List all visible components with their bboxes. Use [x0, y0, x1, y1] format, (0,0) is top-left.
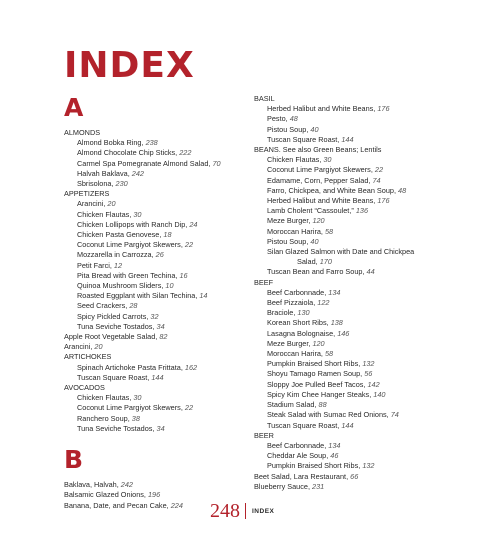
- entry-text: Tuscan Square Roast,: [267, 134, 342, 144]
- index-subentry: [254, 308, 459, 318]
- index-subentry: [254, 206, 459, 216]
- index-subentry: [64, 169, 246, 179]
- entry-page: 176: [377, 104, 390, 114]
- index-subentry: [254, 237, 459, 247]
- entry-text: APPETIZERS: [64, 189, 110, 199]
- entry-page: 230: [115, 179, 128, 189]
- entry-text: Roasted Eggplant with Silan Techina,: [77, 291, 200, 301]
- entry-page: 28: [129, 301, 138, 311]
- entry-page: 16: [179, 270, 188, 280]
- entry-page: 242: [120, 480, 133, 490]
- entry-page: 44: [366, 267, 375, 277]
- section-letter-a: A: [64, 93, 84, 122]
- entry-page: 224: [170, 500, 183, 510]
- entry-text: Carmel Spa Pomegranate Almond Salad,: [77, 158, 213, 168]
- index-subentry: [254, 114, 459, 124]
- entry-page: 132: [362, 359, 375, 369]
- index-entry: [64, 189, 246, 199]
- entry-text: BEEF: [254, 277, 274, 287]
- index-subentry: [64, 230, 246, 240]
- entry-page: 30: [323, 155, 332, 165]
- index-subentry: [254, 186, 459, 196]
- entry-page: 26: [155, 250, 164, 260]
- entry-page: 38: [131, 413, 140, 423]
- entry-text: Banana, Date, and Pecan Cake,: [64, 500, 171, 510]
- entry-page: 122: [317, 298, 330, 308]
- index-subentry: [254, 369, 459, 379]
- entry-page: 74: [390, 410, 399, 420]
- index-subentry: [64, 271, 246, 281]
- entry-text: Meze Burger,: [267, 216, 313, 226]
- entry-text: Almond Chocolate Chip Sticks,: [77, 148, 180, 158]
- entry-page: 22: [184, 240, 194, 250]
- footer-section-name: INDEX: [252, 507, 275, 515]
- entry-text: Arancini,: [64, 342, 95, 352]
- entry-text: Apple Root Vegetable Salad,: [64, 332, 160, 342]
- entry-text: ALMONDS: [64, 128, 101, 137]
- index-subentry: [254, 196, 459, 206]
- index-subentry: [254, 176, 459, 186]
- entry-page: 58: [325, 349, 334, 359]
- index-subentry: [254, 359, 459, 369]
- index-entry: [64, 490, 246, 500]
- entry-text: Blueberry Sauce,: [254, 481, 313, 491]
- index-subentry: [64, 179, 246, 189]
- index-subentry: [64, 240, 246, 250]
- index-subentry: [64, 373, 246, 383]
- entry-page: 18: [163, 230, 172, 240]
- entry-page: 24: [189, 219, 198, 229]
- entry-page: 12: [113, 260, 123, 270]
- index-subentry: [64, 281, 246, 291]
- index-entry: [254, 145, 459, 155]
- entry-page: 22: [184, 403, 194, 413]
- entry-text: Stadium Salad,: [267, 400, 319, 410]
- index-subentry: [254, 410, 459, 420]
- index-subentry: [254, 288, 459, 298]
- entry-text: Beef Carbonnade,: [267, 440, 329, 450]
- entry-text: BEANS. See also Green Beans; Lentils: [254, 145, 382, 155]
- index-subentry: [64, 291, 246, 301]
- index-subentry: [254, 349, 459, 359]
- entry-page: 120: [312, 338, 325, 348]
- entry-page: 238: [145, 138, 158, 148]
- index-subentry: [254, 421, 459, 431]
- entry-page: 136: [355, 206, 369, 216]
- entry-page: 10: [165, 281, 174, 291]
- index-entry: [64, 128, 246, 138]
- index-subentry: [254, 380, 459, 390]
- entry-text: ARTICHOKES: [64, 352, 112, 362]
- entry-text: AVOCADOS: [64, 383, 105, 393]
- entry-page: 144: [341, 134, 354, 144]
- section-letter-b: B: [64, 445, 84, 475]
- entry-text: Mozzarella in Carrozza,: [77, 250, 156, 260]
- entry-page: 34: [156, 321, 165, 331]
- index-subentry: [64, 393, 246, 403]
- entry-text: Herbed Halibut and White Beans,: [267, 104, 378, 114]
- entry-text: Pita Bread with Green Techina,: [77, 270, 180, 280]
- entry-page: 88: [318, 400, 327, 410]
- entry-page: 162: [184, 362, 198, 372]
- entry-page: 58: [325, 226, 334, 236]
- entry-text: Chicken Flautas,: [267, 155, 324, 165]
- index-subentry: [64, 414, 246, 424]
- index-subentry: [64, 210, 246, 220]
- index-subentry: [254, 247, 459, 257]
- entry-text: Pesto,: [267, 114, 290, 124]
- entry-text: Tuscan Bean and Farro Soup,: [267, 267, 367, 277]
- index-subentry: [254, 125, 459, 135]
- index-subentry: [254, 339, 459, 349]
- entry-text: Lasagna Bolognaise,: [267, 328, 338, 338]
- index-subentry: [64, 159, 246, 169]
- index-subentry: [64, 261, 246, 271]
- index-entry: [254, 94, 459, 104]
- index-subentry: [64, 322, 246, 332]
- entry-text: Shoyu Tamago Ramen Soup,: [267, 369, 365, 379]
- entry-page: 30: [133, 393, 142, 403]
- entry-text: Almond Bobka Ring,: [77, 138, 146, 148]
- entry-page: 176: [377, 196, 390, 206]
- entry-text: Beet Salad, Lara Restaurant,: [254, 471, 351, 481]
- index-subentry: [254, 165, 459, 175]
- index-subentry: [254, 390, 459, 400]
- index-column-right: [254, 94, 459, 492]
- page-title: INDEX: [64, 45, 195, 86]
- page-footer: [210, 501, 274, 521]
- entry-page: 142: [367, 379, 380, 389]
- entry-text: Beef Carbonnade,: [267, 287, 329, 297]
- index-subentry: [64, 138, 246, 148]
- entry-page: 34: [156, 423, 165, 433]
- entry-text: Silan Glazed Salmon with Date and Chickpea: [267, 247, 415, 257]
- entry-text: Steak Salad with Sumac Red Onions,: [267, 410, 391, 420]
- index-entry: [64, 480, 246, 490]
- entry-text: BASIL: [254, 94, 275, 103]
- entry-page: 231: [312, 481, 325, 491]
- entry-text: Beef Pizzaiola,: [267, 298, 318, 308]
- entry-text: Moroccan Harira,: [267, 349, 325, 359]
- index-entry: [254, 482, 459, 492]
- index-subentry: [254, 461, 459, 471]
- entry-page: 120: [312, 216, 325, 226]
- index-subentry: [254, 104, 459, 114]
- entry-page: 82: [159, 332, 168, 342]
- entry-text: Tuscan Square Roast,: [77, 372, 152, 382]
- entry-text: Korean Short Ribs,: [267, 318, 331, 328]
- entry-page: 140: [373, 389, 386, 399]
- entry-text: Pumpkin Braised Short Ribs,: [267, 461, 363, 471]
- index-subentry: [64, 312, 246, 322]
- entry-text: Petit Farci,: [77, 260, 114, 270]
- entry-text: Pistou Soup,: [267, 236, 311, 246]
- entry-text: Salad,: [297, 257, 320, 267]
- entry-page: 66: [350, 471, 359, 481]
- index-subentry: [254, 257, 459, 267]
- index-entry: [254, 278, 459, 288]
- index-entry: [64, 352, 246, 362]
- entry-page: 242: [131, 168, 144, 178]
- index-subentry: [254, 135, 459, 145]
- entry-page: 20: [107, 199, 116, 209]
- entry-text: Braciole,: [267, 308, 298, 318]
- entry-page: 56: [364, 369, 373, 379]
- entry-page: 138: [330, 318, 343, 328]
- index-subentry: [64, 199, 246, 209]
- entry-page: 196: [147, 490, 161, 500]
- entry-page: 48: [289, 114, 298, 124]
- entry-page: 134: [328, 440, 341, 450]
- entry-text: Tuscan Square Roast,: [267, 420, 342, 430]
- entry-text: Meze Burger,: [267, 338, 313, 348]
- index-entry: [64, 383, 246, 393]
- index-column-left: [64, 94, 246, 511]
- index-subentry: [64, 424, 246, 434]
- index-subentry: [64, 220, 246, 230]
- entry-text: Quinoa Mushroom Sliders,: [77, 281, 166, 291]
- entry-page: 222: [179, 148, 192, 158]
- entry-text: Pumpkin Braised Short Ribs,: [267, 359, 363, 369]
- entry-text: Farro, Chickpea, and White Bean Soup,: [267, 185, 399, 195]
- page-number: 248: [210, 500, 240, 522]
- index-entry: [254, 431, 459, 441]
- entry-page: 170: [319, 257, 332, 267]
- footer-divider: [245, 503, 246, 519]
- index-subentry: [254, 227, 459, 237]
- entry-text: Coconut Lime Pargiyot Skewers,: [77, 240, 185, 250]
- index-subentry: [254, 329, 459, 339]
- entry-text: Chicken Flautas,: [77, 209, 134, 219]
- entry-page: 14: [199, 291, 208, 301]
- entry-text: Tuna Seviche Tostados,: [77, 423, 157, 433]
- index-subentry: [64, 148, 246, 158]
- index-subentry: [254, 400, 459, 410]
- entry-text: Seed Crackers,: [77, 301, 130, 311]
- index-list-a: [64, 128, 246, 434]
- entry-page: 32: [150, 311, 159, 321]
- index-subentry: [254, 298, 459, 308]
- entry-text: Cheddar Ale Soup,: [267, 451, 331, 461]
- index-subentry: [64, 250, 246, 260]
- entry-page: 74: [372, 175, 381, 185]
- entry-text: Herbed Halibut and White Beans,: [267, 196, 378, 206]
- entry-text: Coconut Lime Pargiyot Skewers,: [77, 403, 185, 413]
- index-subentry: [64, 363, 246, 373]
- index-entry: [64, 332, 246, 342]
- entry-page: 144: [151, 372, 164, 382]
- entry-text: Arancini,: [77, 199, 108, 209]
- entry-text: Chicken Pasta Genovese,: [77, 230, 164, 240]
- entry-text: Chicken Flautas,: [77, 393, 134, 403]
- entry-page: 22: [374, 165, 384, 175]
- entry-text: BEER: [254, 430, 274, 440]
- index-list-right: [254, 94, 459, 492]
- entry-page: 48: [398, 185, 407, 195]
- entry-page: 20: [94, 342, 103, 352]
- entry-text: Moroccan Harira,: [267, 226, 325, 236]
- entry-text: Spicy Pickled Carrots,: [77, 311, 151, 321]
- entry-page: 146: [337, 328, 350, 338]
- entry-text: Halvah Baklava,: [77, 168, 132, 178]
- index-entry: [254, 472, 459, 482]
- entry-text: Spicy Kim Chee Hanger Steaks,: [267, 389, 374, 399]
- entry-page: 144: [341, 420, 354, 430]
- index-subentry: [254, 451, 459, 461]
- entry-page: 134: [328, 287, 341, 297]
- entry-text: Spinach Artichoke Pasta Frittata,: [77, 362, 185, 372]
- entry-page: 132: [362, 461, 375, 471]
- entry-text: Tuna Seviche Tostados,: [77, 321, 157, 331]
- index-subentry: [254, 441, 459, 451]
- entry-page: 130: [297, 308, 310, 318]
- entry-text: Sbrisolona,: [77, 179, 116, 189]
- index-entry: [64, 342, 246, 352]
- entry-text: Sloppy Joe Pulled Beef Tacos,: [267, 379, 368, 389]
- entry-text: Chicken Lollipops with Ranch Dip,: [77, 219, 190, 229]
- entry-text: Baklava, Halvah,: [64, 480, 121, 490]
- entry-text: Coconut Lime Pargiyot Skewers,: [267, 165, 375, 175]
- entry-page: 46: [330, 451, 339, 461]
- index-subentry: [254, 267, 459, 277]
- entry-page: 40: [310, 236, 319, 246]
- index-subentry: [64, 301, 246, 311]
- index-subentry: [254, 318, 459, 328]
- entry-text: Edamame, Corn, Pepper Salad,: [267, 175, 373, 185]
- entry-text: Balsamic Glazed Onions,: [64, 490, 148, 500]
- index-subentry: [254, 216, 459, 226]
- entry-text: Lamb Cholent “Cassoulet,”: [267, 206, 356, 216]
- entry-text: Ranchero Soup,: [77, 413, 132, 423]
- entry-page: 40: [310, 124, 319, 134]
- entry-text: Pistou Soup,: [267, 124, 311, 134]
- index-subentry: [64, 403, 246, 413]
- entry-page: 30: [133, 209, 142, 219]
- index-subentry: [254, 155, 459, 165]
- entry-page: 70: [212, 158, 221, 168]
